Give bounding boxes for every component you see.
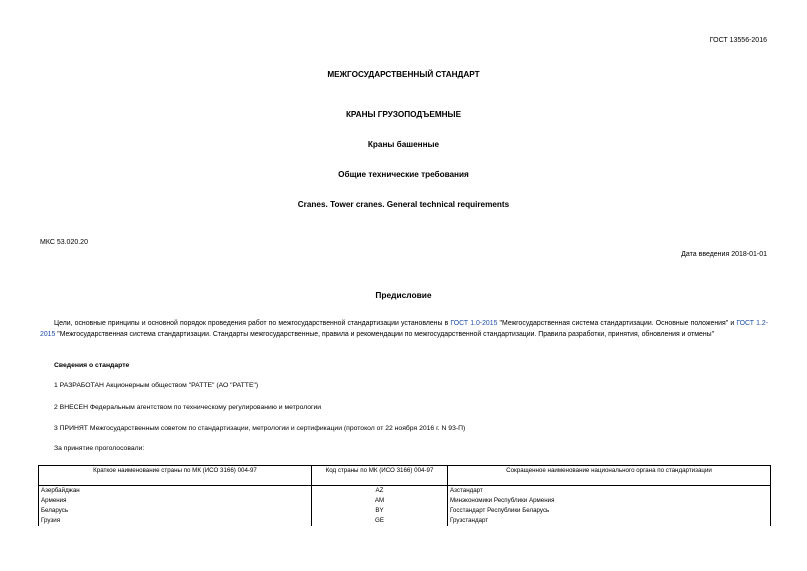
country-cell: Армения xyxy=(39,496,312,506)
voted-label: За принятие проголосовали: xyxy=(54,445,145,452)
code-cell: AM xyxy=(312,496,448,506)
code-cell: GE xyxy=(312,516,448,526)
voting-countries-table xyxy=(38,465,771,526)
table-row xyxy=(39,486,771,497)
col-header-country: Краткое наименование страны по МК (ИСО 3166) 004-97 xyxy=(39,466,312,486)
body-cell: Азстандарт xyxy=(448,486,771,497)
body-cell: Грузстандарт xyxy=(448,516,771,526)
preface-text-part1: Цели, основные принципы и основной порядок проведения работ по межгосударственной стандартизации установлены в xyxy=(54,320,451,327)
mks-code: МКС 53.020.20 xyxy=(40,239,88,246)
introduction-date: Дата введения 2018-01-01 xyxy=(681,251,767,258)
country-cell: Беларусь xyxy=(39,506,312,516)
about-standard-heading: Сведения о стандарте xyxy=(54,362,130,369)
col-header-code: Код страны по МК (ИСО 3166) 004-97 xyxy=(312,466,448,486)
standard-type-heading: МЕЖГОСУДАРСТВЕННЫЙ СТАНДАРТ xyxy=(327,70,480,79)
item-submitted: 2 ВНЕСЕН Федеральным агентством по техническому регулированию и метрологии xyxy=(54,404,322,411)
preface-paragraph xyxy=(40,319,768,340)
preface-text-part2: "Межгосударственная система стандартизации. Основные положения" и xyxy=(497,320,737,327)
gost-1-0-2015-link[interactable]: ГОСТ 1.0-2015 xyxy=(450,320,498,327)
subtitle-tower-cranes: Краны башенные xyxy=(367,140,440,149)
country-cell: Азербайджан xyxy=(39,486,312,497)
col-header-body: Сокращенное наименование национального органа по стандартизации xyxy=(448,466,771,486)
country-cell: Грузия xyxy=(39,516,312,526)
table-row xyxy=(39,506,771,516)
main-title: КРАНЫ ГРУЗОПОДЪЕМНЫЕ xyxy=(345,110,462,119)
gost-1-2-2015-link[interactable]: ГОСТ 1.2-2015 xyxy=(40,320,769,338)
body-cell: Минэкономики Республики Армения xyxy=(448,496,771,506)
code-cell: AZ xyxy=(312,486,448,497)
item-developed: 1 РАЗРАБОТАН Акционерным обществом "РАТТЕ" (АО "РАТТЕ") xyxy=(54,382,259,389)
table-header-row xyxy=(39,466,771,486)
preface-text-part3: "Межгосударственная система стандартизации. Стандарты межгосударственные, правила и рекомендации по межгосударственной стандартизации. Правила разработки, принятия, обновления и отмены" xyxy=(55,330,715,338)
item-adopted: 3 ПРИНЯТ Межгосударственным советом по стандартизации, метрологии и сертификации (протокол от 22 ноября 2016 г. N 93-П) xyxy=(54,425,466,432)
preface-heading: Предисловие xyxy=(375,290,432,300)
table-row xyxy=(39,516,771,526)
code-cell: BY xyxy=(312,506,448,516)
english-title: Cranes. Tower cranes. General technical requirements xyxy=(297,200,510,209)
table-row xyxy=(39,496,771,506)
body-cell: Госстандарт Республики Беларусь xyxy=(448,506,771,516)
subtitle-general-requirements: Общие технические требования xyxy=(338,170,469,179)
document-number: ГОСТ 13556-2016 xyxy=(709,37,767,44)
